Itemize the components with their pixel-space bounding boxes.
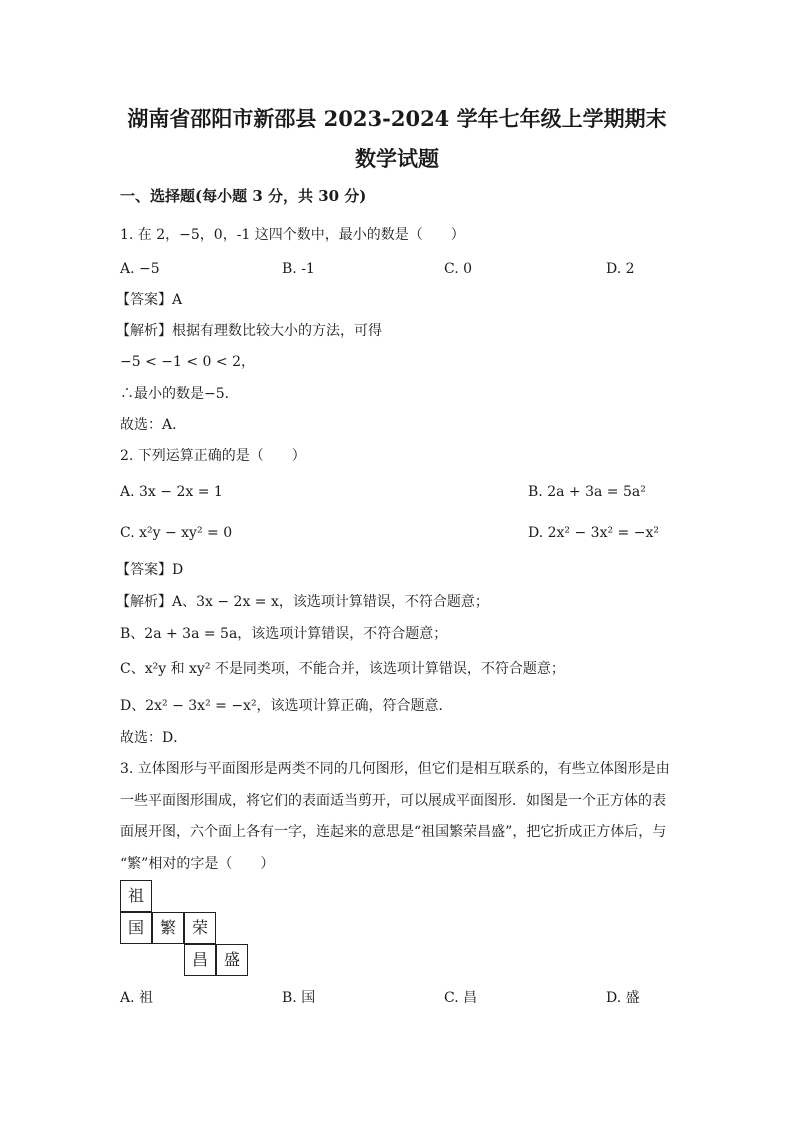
- q1-choose: 故选：A．: [120, 417, 187, 433]
- q1-answer: 【答案】A: [116, 292, 183, 308]
- net-cell-guo: 国: [120, 912, 152, 944]
- q3-stem-line1: 3. 立体图形与平面图形是两类不同的几何图形，但它们是相互联系的，有些立体图形是由: [120, 761, 670, 777]
- q2-answer: 【答案】D: [116, 562, 184, 578]
- net-cell-rong: 荣: [184, 912, 216, 944]
- doc-title-line2: 数学试题: [355, 146, 439, 171]
- q2-stem: 2. 下列运算正确的是（ ）: [120, 448, 306, 464]
- q3-stem-line4: “繁”相对的字是（ ）: [120, 856, 275, 872]
- cube-net-figure: [120, 880, 248, 976]
- net-cell-fan: 繁: [152, 912, 184, 944]
- q2-analysis-b: B、2a + 3a = 5a，该选项计算错误，不符合题意；: [120, 626, 448, 642]
- q3-option-b: B. 国: [282, 990, 316, 1006]
- q2-choose: 故选：D．: [120, 730, 188, 746]
- q1-option-a: A. −5: [120, 261, 160, 277]
- q1-stem: 1. 在 2，−5，0，-1 这四个数中，最小的数是（ ）: [120, 227, 465, 243]
- q2-analysis-d: D、2x² − 3x² = −x²，该选项计算正确，符合题意．: [120, 698, 453, 714]
- net-cell-chang: 昌: [184, 944, 216, 976]
- q3-stem-line3: 面展开图，六个面上各有一字，连起来的意思是“祖国繁荣昌盛”，把它折成正方体后，与: [120, 824, 667, 840]
- net-cell-zu: 祖: [120, 880, 152, 912]
- q1-option-d: D. 2: [606, 261, 635, 277]
- q2-option-a: A. 3x − 2x = 1: [120, 484, 223, 500]
- q2-analysis-a: 【解析】A、3x − 2x = x，该选项计算错误，不符合题意；: [116, 594, 489, 610]
- q3-option-c: C. 昌: [444, 990, 478, 1006]
- q1-option-b: B. -1: [282, 261, 315, 277]
- q2-analysis-c: C、x²y 和 xy² 不是同类项，不能合并，该选项计算错误，不符合题意；: [120, 661, 565, 677]
- q2-option-d: D. 2x² − 3x² = −x²: [528, 525, 659, 541]
- net-cell-sheng: 盛: [216, 944, 248, 976]
- doc-title-line1: 湖南省邵阳市新邵县 2023-2024 学年七年级上学期期末: [127, 106, 667, 131]
- section-heading-choice: 一、选择题(每小题 3 分，共 30 分): [120, 187, 367, 205]
- q3-stem-line2: 一些平面图形围成，将它们的表面适当剪开，可以展成平面图形．如图是一个正方体的表: [120, 793, 666, 809]
- q1-analysis: 【解析】根据有理数比较大小的方法，可得: [116, 323, 382, 339]
- q2-option-b: B. 2a + 3a = 5a²: [528, 484, 646, 500]
- q3-option-a: A. 祖: [120, 990, 154, 1006]
- q2-option-c: C. x²y − xy² = 0: [120, 525, 233, 541]
- q1-option-c: C. 0: [444, 261, 473, 277]
- q1-inequality: −5 < −1 < 0 < 2，: [120, 354, 255, 370]
- q1-conclusion: ∴最小的数是−5．: [120, 386, 239, 402]
- q3-option-d: D. 盛: [606, 990, 640, 1006]
